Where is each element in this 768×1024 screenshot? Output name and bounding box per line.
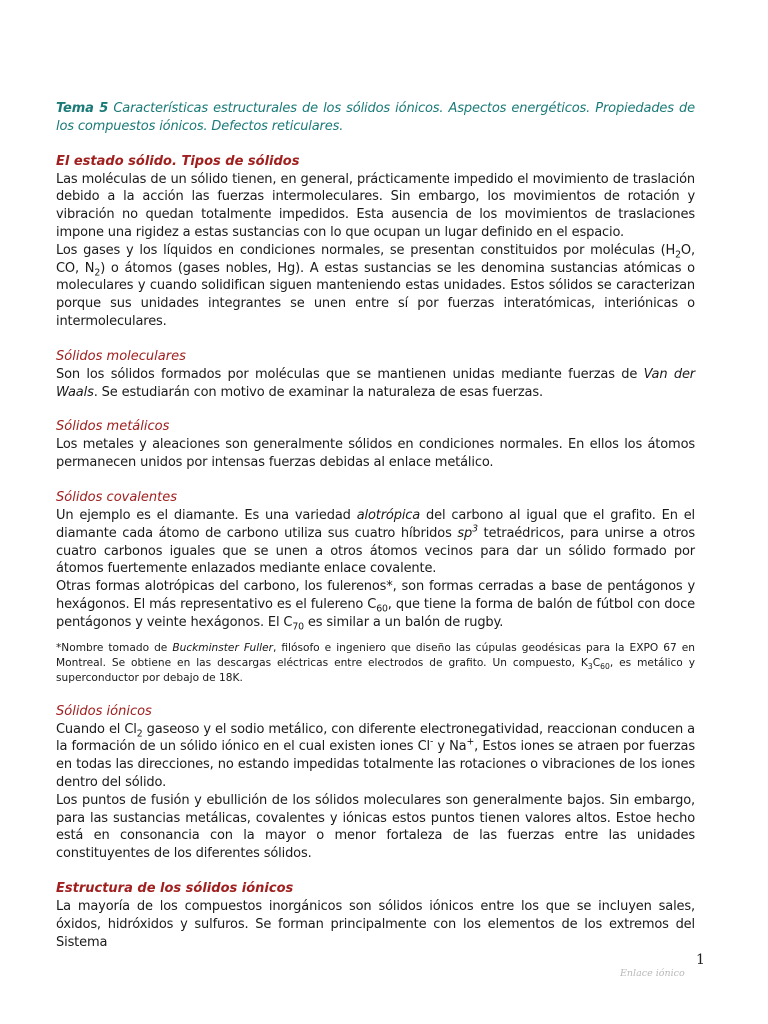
document-body bbox=[56, 100, 695, 951]
paragraph: Los puntos de fusión y ebullición de los sólidos moleculares son generalmente bajos. Sin embargo, para las sustancias metálicas, covalentes y iónicas estos puntos tienen valores altos. Estoe hecho está en consonancia con la mayor o menor fortaleza de las fuerzas entre las unidades constituyentes de los diferentes sólidos. bbox=[56, 792, 695, 862]
paragraph: Los metales y aleaciones son generalmente sólidos en condiciones normales. En ellos los átomos permanecen unidos por intensas fuerzas debidas al enlace metálico. bbox=[56, 437, 695, 471]
footnote: *Nombre tomado de Buckminster Fuller, filósofo e ingeniero que diseño las cúpulas geodésicas para la EXPO 67 en Montreal. Se obtiene en las descargas eléctricas entre electrodos de grafito. Un compuesto, $K_3C_{60}$, es metálico y superconductor por debajo de 18K. bbox=[56, 641, 695, 684]
page-footer: Enlace iónico bbox=[620, 968, 685, 979]
section-heading-solidos-metalicos: Sólidos metálicos bbox=[56, 419, 170, 435]
title-label: Tema 5 bbox=[56, 101, 109, 116]
paragraph: La mayoría de los compuestos inorgánicos son sólidos iónicos entre los que se incluyen sales, óxidos, hidróxidos y sulfuros. Se forman principalmente con los elementos de los extremos del Sistema bbox=[56, 898, 695, 950]
paragraph: Son los sólidos formados por moléculas que se mantienen unidas mediante fuerzas de Van der Waals. Se estudiarán con motivo de examinar la naturaleza de esas fuerzas. bbox=[56, 366, 695, 400]
section-heading-solidos-moleculares: Sólidos moleculares bbox=[56, 348, 186, 364]
title-text: Características estructurales de los sólidos iónicos. Aspectos energéticos. Propiedades de los compuestos iónicos. Defectos reticulares. bbox=[56, 101, 695, 134]
paragraph: Las moléculas de un sólido tienen, en general, prácticamente impedido el movimiento de traslación debido a la acción las fuerzas intermoleculares. Sin embargo, los movimientos de rotación y vibración no quedan totalmente impedidos. Esta ausencia de los movimientos de traslaciones impone una rigidez a estas sustancias con lo que ocupan un lugar definido en el espacio. bbox=[56, 171, 695, 240]
paragraph: Cuando el $Cl_2$ gaseoso y el sodio metálico, con diferente electronegatividad, reaccionan conducen a la formación de un sólido iónico en el cual existen iones Cl- y Na+, Estos iones se atraen por fuerzas en todas las direcciones, no estando impedidas totalmente las rotaciones o vibraciones de los iones dentro del sólido. bbox=[56, 721, 695, 790]
section-heading-estado-solido: El estado sólido. Tipos de sólidos bbox=[56, 153, 300, 169]
paragraph: Los gases y los líquidos en condiciones normales, se presentan constituidos por moléculas ($H_2O$, CO, $N_2$) o átomos (gases nobles, Hg). A estas sustancias se les denomina sustancias atómicas o moleculares y cuando solidifican siguen manteniendo estas unidades. Estos sólidos se caracterizan porque sus unidades integrantes se unen entre sí por fuerzas interatómicas, interiónicas o intermoleculares. bbox=[56, 242, 695, 329]
paragraph: Otras formas alotrópicas del carbono, los fulerenos*, son formas cerradas a base de pentágonos y hexágonos. El más representativo es el fulereno $C_{60}$, que tiene la forma de balón de fútbol con doce pentágonos y veinte hexágonos. El $C_{70}$ es similar a un balón de rugby. bbox=[56, 579, 695, 633]
section-heading-solidos-ionicos: Sólidos iónicos bbox=[56, 703, 152, 719]
section-heading-estructura-solidos-ionicos: Estructura de los sólidos iónicos bbox=[56, 880, 294, 896]
section-heading-solidos-covalentes: Sólidos covalentes bbox=[56, 489, 178, 505]
paragraph: Un ejemplo es el diamante. Es una variedad alotrópica del carbono al igual que el grafito. En el diamante cada átomo de carbono utiliza sus cuatro híbridos $sp^3$ tetraédricos, para unirse a otros cuatro carbonos iguales que se unen a otros átomos vecinos para dar un sólido formado por átomos fuertemente enlazados mediante enlace covalente. bbox=[56, 507, 696, 577]
document-title bbox=[56, 100, 695, 136]
page-number: 1 bbox=[696, 952, 705, 968]
